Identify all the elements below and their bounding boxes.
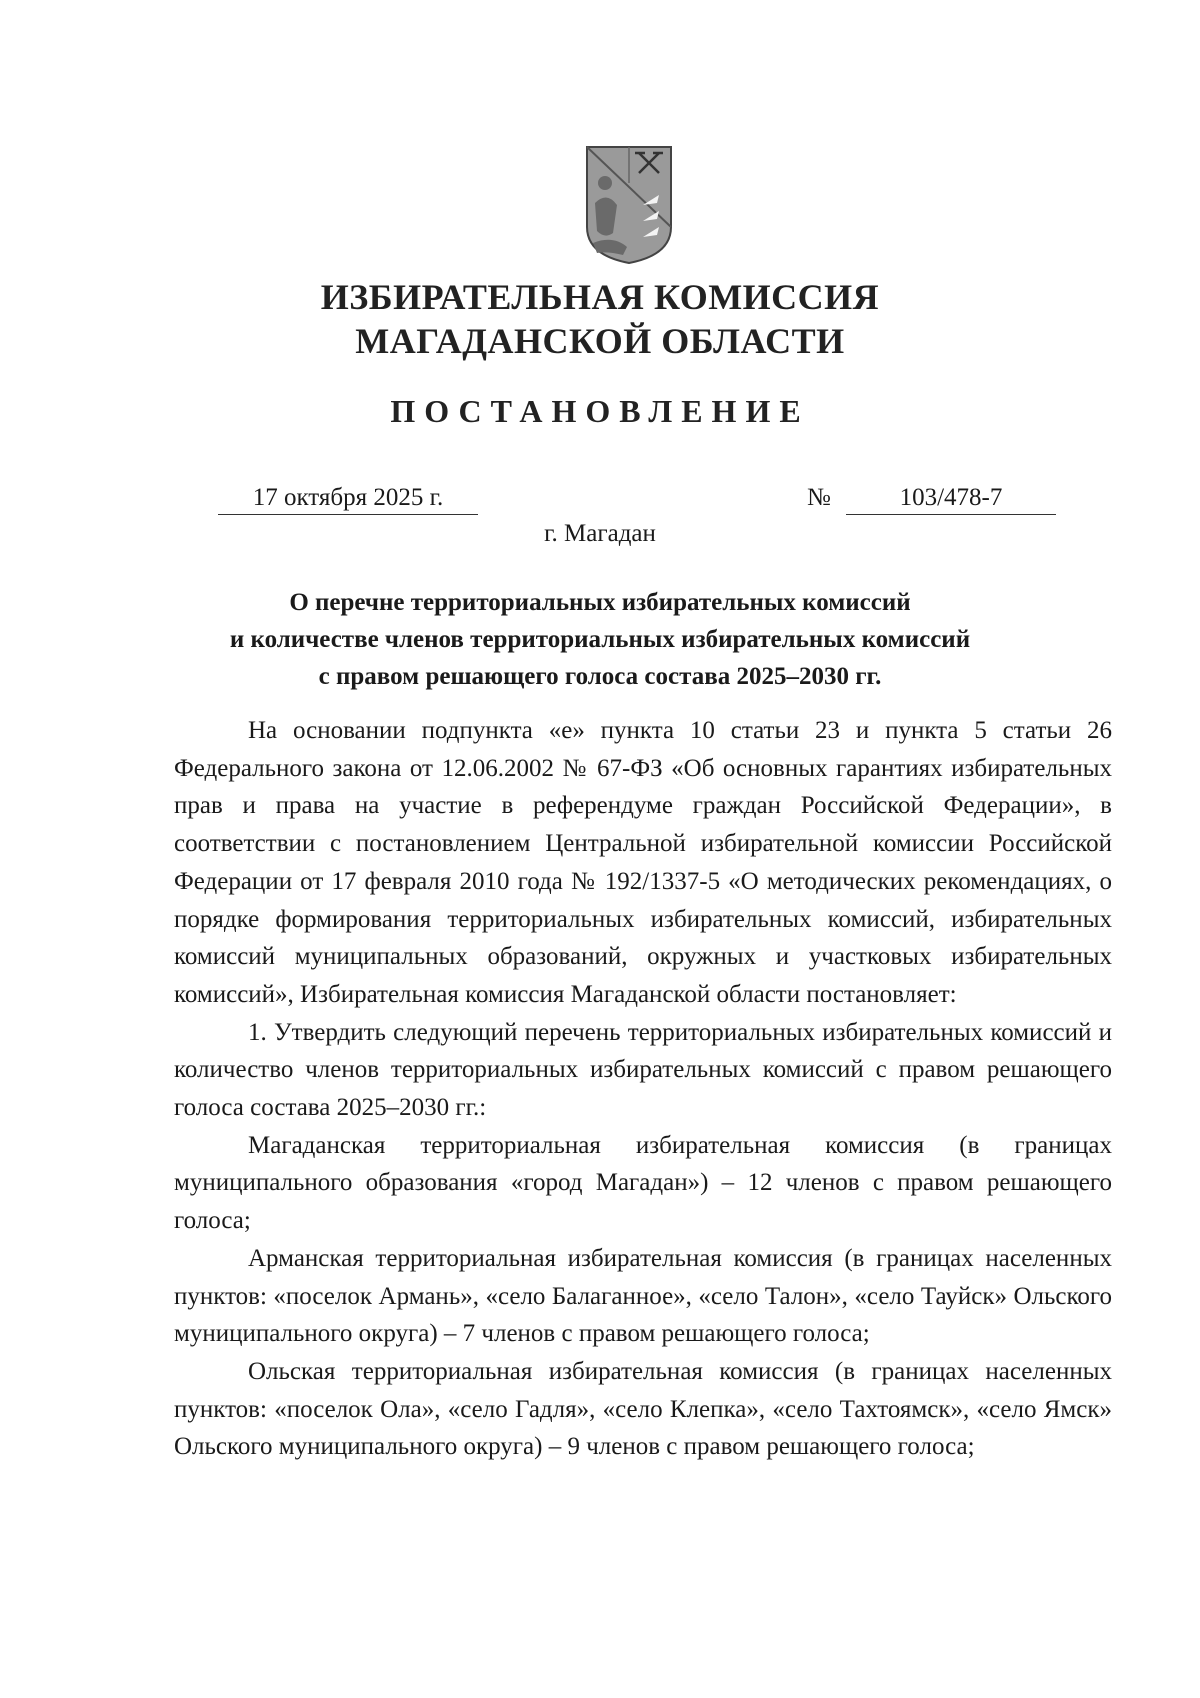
document-type: ПОСТАНОВЛЕНИЕ bbox=[390, 393, 810, 429]
document-body bbox=[174, 712, 1112, 1466]
document-date: 17 октября 2025 г. bbox=[218, 484, 478, 515]
commission-arman-paragraph: Арманская территориальная избирательная комиссия (в границах населенных пунктов: «поселок Армань», «село Балаганное», «село Талон», «село Тауйск» Ольского муниципального округа) – 7 членов с правом решающего голоса; bbox=[174, 1244, 1112, 1348]
document-number: 103/478-7 bbox=[846, 484, 1056, 515]
number-sign: № bbox=[807, 484, 831, 511]
coat-of-arms-emblem bbox=[583, 143, 675, 265]
item-1-paragraph: 1. Утвердить следующий перечень территориальных избирательных комиссий и количество членов территориальных избирательных комиссий с правом решающего голоса состава 2025–2030 гг.: bbox=[174, 1018, 1112, 1122]
document-title-line1: О перечне территориальных избирательных комиссий bbox=[289, 589, 911, 616]
organization-name-line2: МАГАДАНСКОЙ ОБЛАСТИ bbox=[355, 321, 845, 361]
commission-magadan-paragraph: Магаданская территориальная избирательная комиссия (в границах муниципального образования «город Магадан») – 12 членов с правом решающего голоса; bbox=[174, 1131, 1112, 1235]
document-city: г. Магадан bbox=[544, 520, 656, 547]
organization-name-line1: ИЗБИРАТЕЛЬНАЯ КОМИССИЯ bbox=[320, 277, 880, 317]
document-title-line3: с правом решающего голоса состава 2025–2030 гг. bbox=[318, 663, 882, 690]
commission-ola-paragraph: Ольская территориальная избирательная комиссия (в границах населенных пунктов: «поселок Ола», «село Гадля», «село Клепка», «село Тахтоямск», «село Ямск» Ольского муниципального округа) – 9 членов с правом решающего голоса; bbox=[174, 1357, 1112, 1461]
document-title-line2: и количестве членов территориальных избирательных комиссий bbox=[229, 626, 971, 653]
preamble-paragraph: На основании подпункта «е» пункта 10 статьи 23 и пункта 5 статьи 26 Федерального закона от 12.06.2002 № 67-ФЗ «Об основных гарантиях избирательных прав и права на участие в референдуме граждан Российской Федерации», в соответствии с постановлением Центральной избирательной комиссии Российской Федерации от 17 февраля 2010 года № 192/1337-5 «О методических рекомендациях, о порядке формирования территориальных избирательных комиссий, избирательных комиссий муниципальных образований, окружных и участковых избирательных комиссий», Избирательная комиссия Магаданской области постановляет: bbox=[174, 717, 1112, 1008]
